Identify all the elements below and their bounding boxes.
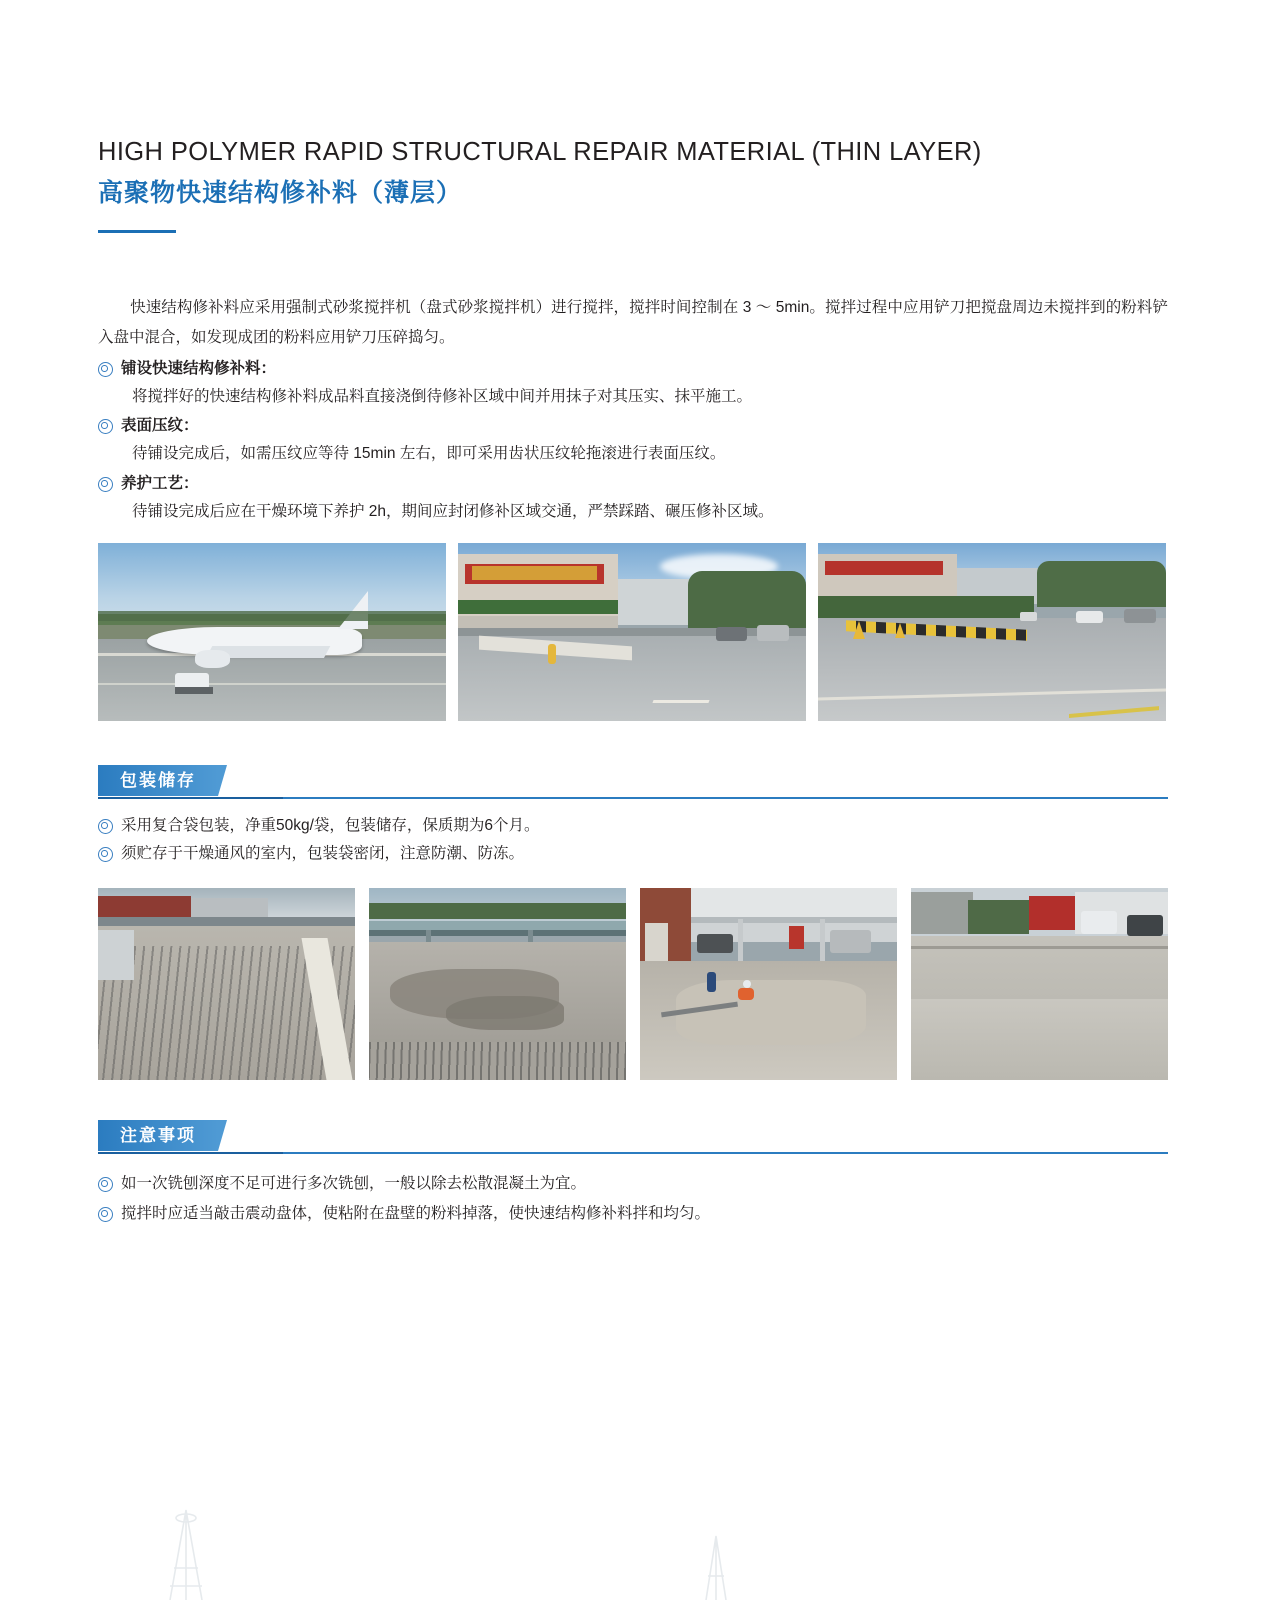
step-body-3: 待铺设完成后应在干燥环境下养护 2h，期间应封闭修补区域交通，严禁踩踏、碾压修补区域。 [132,503,774,520]
page-header [98,138,1168,233]
page-watermark [0,1490,1287,1600]
packaging-row-1 [98,812,1168,840]
notes-row-2 [98,1200,1168,1228]
step-item-1 [98,355,1168,411]
finished-pavement-photo [911,888,1168,1080]
step-heading-row-2 [98,412,1168,440]
tower-watermark-icon [0,1490,1287,1600]
step-body-1: 将搅拌好的快速结构修补料成品料直接浇倒待修补区域中间并用抹子对其压实、抹平施工。 [132,388,753,405]
notes-row-1 [98,1170,1168,1198]
section-packaging-tab: 包装储存 [98,765,218,796]
step-heading-3: 养护工艺： [121,475,199,492]
section-packaging-bar [98,765,1168,799]
packaging-text-2: 须贮存于干燥通风的室内，包装袋密闭，注意防潮、防冻。 [121,845,525,862]
page-title-cn: 高聚物快速结构修补料（薄层） [98,179,463,208]
section-notes-bar [98,1120,1168,1154]
ring-bullet-icon [98,477,113,492]
ring-bullet-icon [98,1207,113,1222]
step-heading-1: 铺设快速结构修补料： [121,360,277,377]
step-item-2 [98,412,1168,468]
ring-bullet-icon [98,819,113,834]
notes-text-1: 如一次铣刨深度不足可进行多次铣刨，一般以除去松散混凝土为宜。 [121,1175,587,1192]
step-heading-2: 表面压纹： [121,417,199,434]
packaging-row-2 [98,840,1168,868]
notes-item-1 [98,1170,1168,1198]
ring-bullet-icon [98,362,113,377]
step-heading-row-1 [98,355,1168,383]
step-body-2: 待铺设完成后，如需压纹应等待 15min 左右，即可采用齿状压纹轮拖滚进行表面压纹。 [132,445,726,462]
damaged-pavement-photo [369,888,626,1080]
step-item-3 [98,470,1168,526]
ring-bullet-icon [98,847,113,862]
intro-paragraph-wrap [98,293,1168,353]
gallery-middle [98,888,1168,1080]
ring-bullet-icon [98,1177,113,1192]
gallery-top [98,543,1166,721]
section-notes-underline [98,1152,1168,1154]
step-heading-row-3 [98,470,1168,498]
packaging-item-2 [98,840,1168,868]
gas-station-repair-photo [640,888,897,1080]
grooved-pavement-photo [98,888,355,1080]
page-title-en: HIGH POLYMER RAPID STRUCTURAL REPAIR MATERIAL (THIN LAYER) [98,138,982,166]
intro-paragraph: 快速结构修补料应采用强制式砂浆搅拌机（盘式砂浆搅拌机）进行搅拌，搅拌时间控制在 3 ～ 5min。搅拌过程中应用铲刀把搅盘周边未搅拌到的粉料铲入盘中混合，如发现成团的粉料应用铲刀压碎捣匀。 [98,299,1168,346]
section-notes-tab: 注意事项 [98,1120,218,1151]
section-notes [98,1120,1168,1154]
notes-item-2 [98,1200,1168,1228]
road-cones-photo [818,543,1166,721]
ring-bullet-icon [98,419,113,434]
packaging-item-1 [98,812,1168,840]
section-packaging [98,765,1168,799]
street-repair-photo [458,543,806,721]
notes-text-2: 搅拌时应适当敲击震动盘体，使粘附在盘壁的粉料掉落，使快速结构修补料拌和均匀。 [121,1205,711,1222]
packaging-text-1: 采用复合袋包装，净重50kg/袋，包装储存，保质期为6个月。 [121,817,540,834]
section-packaging-underline [98,797,1168,799]
title-divider [98,230,176,233]
airport-runway-photo [98,543,446,721]
